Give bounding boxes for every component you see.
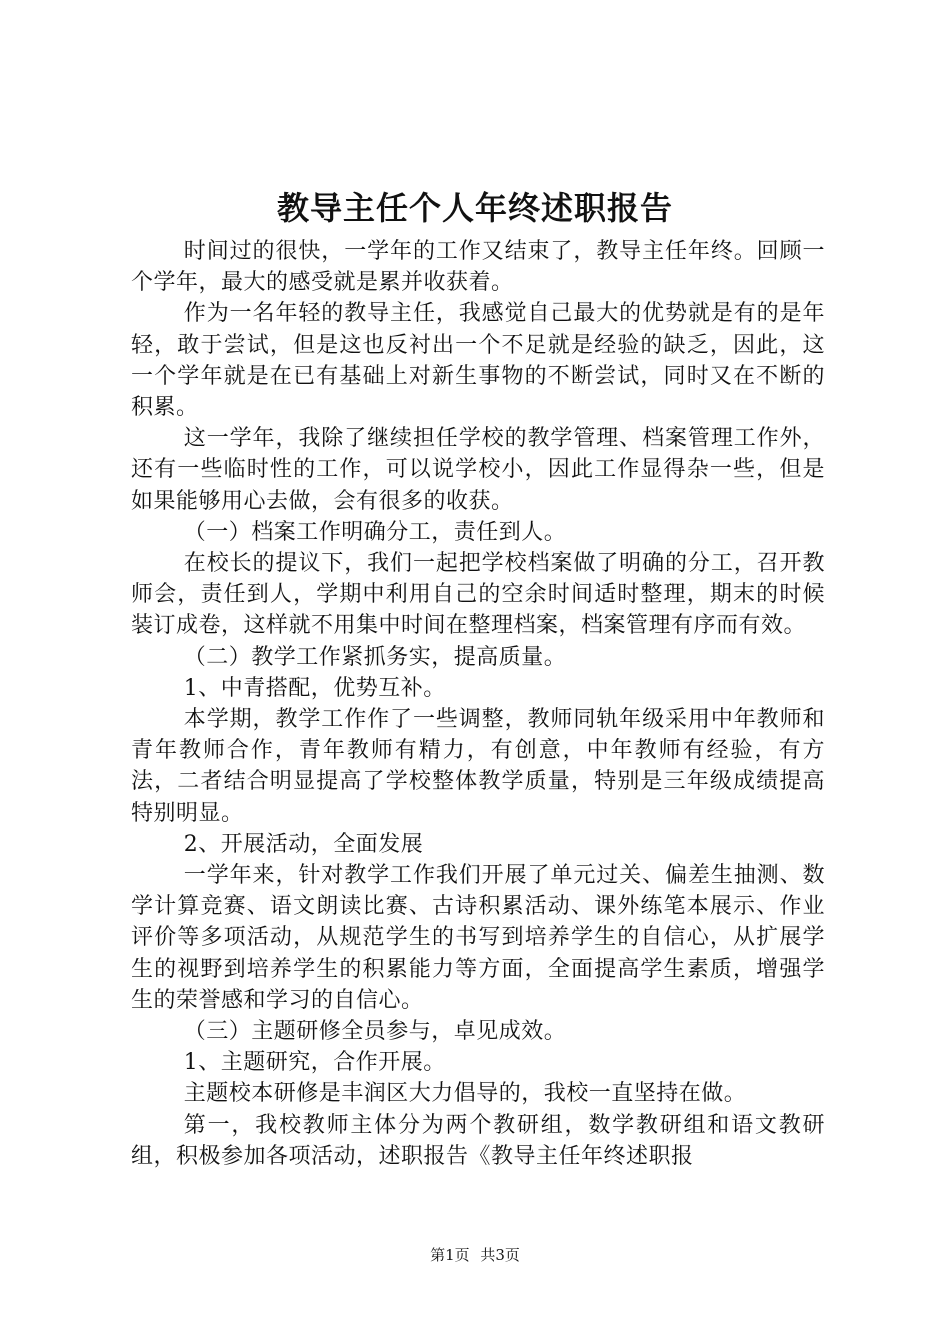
- paragraph: 本学期，教学工作作了一些调整，教师同轨年级采用中年教师和青年教师合作，青年教师有精力，有创意，中年教师有经验，有方法，二者结合明显提高了学校整体教学质量，特别是三年级成绩提高特别明显。: [131, 707, 825, 826]
- paragraph: 作为一名年轻的教导主任，我感觉自己最大的优势就是有的是年轻，敢于尝试，但是这也反衬出一个不足就是经验的缺乏，因此，这一个学年就是在已有基础上对新生事物的不断尝试，同时又在不断的积累。: [131, 301, 825, 421]
- subsection-heading: 1、主题研究，合作开展。: [183, 1050, 446, 1076]
- paragraph: 这一学年，我除了继续担任学校的教学管理、档案管理工作外，还有一些临时性的工作，可以说学校小，因此工作显得杂一些，但是如果能够用心去做，会有很多的收获。: [131, 426, 825, 514]
- section-heading: （二）教学工作紧抓务实，提高质量。: [183, 644, 567, 670]
- section-heading: （一）档案工作明确分工，责任到人。: [183, 519, 567, 545]
- subsection-heading: 2、开展活动，全面发展: [183, 831, 424, 857]
- document-title: 教导主任个人年终述职报告: [276, 189, 673, 227]
- paragraph: 在校长的提议下，我们一起把学校档案做了明确的分工，召开教师会，责任到人，学期中利用自己的空余时间适时整理，期末的时候装订成卷，这样就不用集中时间在整理档案，档案管理有序而有效。: [131, 551, 825, 639]
- subsection-heading: 1、中青搭配，优势互补。: [183, 675, 446, 701]
- document-body: [131, 236, 825, 1172]
- paragraph: 主题校本研修是丰润区大力倡导的，我校一直坚持在做。: [183, 1081, 747, 1107]
- page-footer: [0, 1245, 950, 1265]
- page-total: 共3页: [480, 1246, 520, 1264]
- paragraph: 第一，我校教师主体分为两个教研组，数学教研组和语文教研组，积极参加各项活动，述职报告《教导主任年终述职报: [131, 1112, 825, 1169]
- section-heading: （三）主题研修全员参与，卓见成效。: [183, 1019, 567, 1045]
- paragraph: 一学年来，针对教学工作我们开展了单元过关、偏差生抽测、数学计算竞赛、语文朗读比赛、古诗积累活动、课外练笔本展示、作业评价等多项活动，从规范学生的书写到培养学生的自信心，从扩展学生的视野到培养学生的积累能力等方面，全面提高学生素质，增强学生的荣誉感和学习的自信心。: [131, 863, 825, 1013]
- paragraph: 时间过的很快，一学年的工作又结束了，教导主任年终。回顾一个学年，最大的感受就是累并收获着。: [131, 239, 825, 296]
- page-number: 第1页: [430, 1246, 470, 1264]
